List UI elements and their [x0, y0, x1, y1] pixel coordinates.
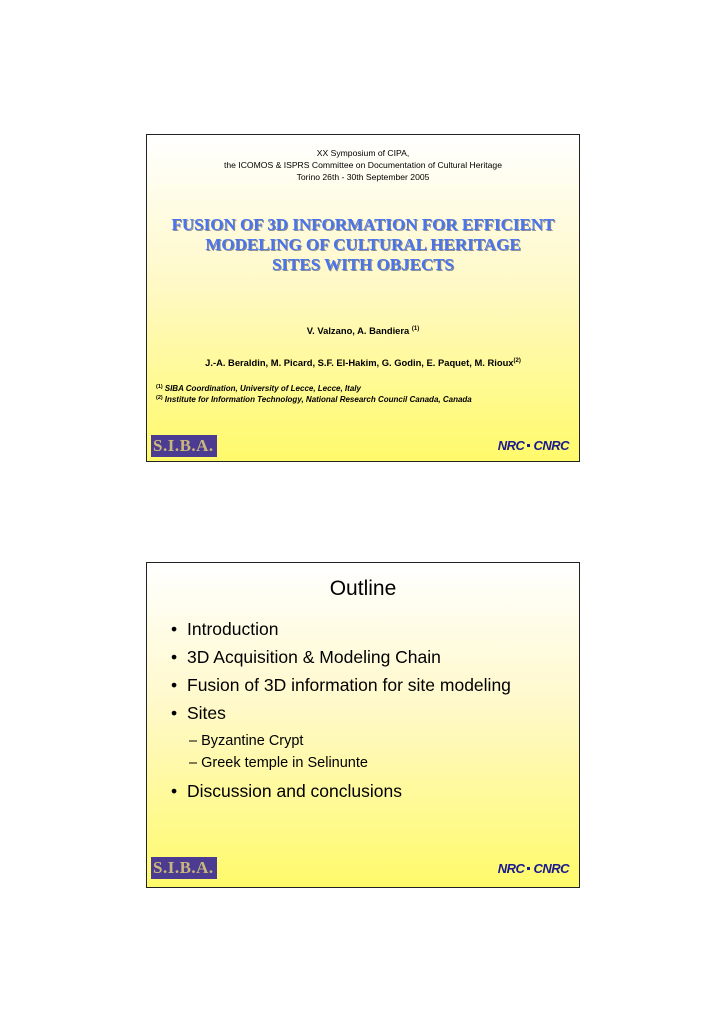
outline-slide [146, 562, 580, 888]
affiliation-2 [156, 393, 575, 405]
logo-separator-dot [527, 867, 530, 870]
bullet-marker: • [171, 675, 178, 695]
outline-item-label: 3D Acquisition & Modeling Chain [187, 647, 441, 667]
slide-title-line: FUSION OF 3D INFORMATION FOR EFFICIENT [171, 215, 555, 234]
outline-item-label: Discussion and conclusions [187, 781, 402, 801]
slide-title-line: SITES WITH OBJECTS [271, 255, 455, 274]
outline-item [171, 671, 569, 699]
outline-item [171, 777, 569, 805]
affiliation-marker: (1) [411, 326, 420, 332]
cnrc-logo-text: CNRC [533, 438, 569, 453]
conference-committee: the ICOMOS & ISPRS Committee on Documentation of Cultural Heritage [224, 160, 502, 170]
affiliation-marker: (2) [513, 358, 521, 364]
conference-dates: Torino 26th - 30th September 2005 [296, 172, 430, 182]
bullet-marker: • [171, 703, 178, 723]
title-slide [146, 134, 580, 462]
logo-separator-dot [527, 444, 530, 447]
siba-logo-text: S.I.B.A. [153, 858, 214, 877]
dash-marker: – [189, 755, 198, 771]
outline-subitems [171, 727, 569, 777]
outline-subitem-label: Greek temple in Selinunte [201, 755, 368, 771]
outline-list [171, 615, 569, 805]
author-names: V. Valzano, A. Bandiera [306, 325, 410, 336]
dash-marker: – [189, 733, 198, 749]
nrc-cnrc-logo [498, 438, 569, 453]
bullet-marker: • [171, 781, 178, 801]
nrc-logo-text: NRC [497, 438, 525, 453]
conference-name: XX Symposium of CIPA, [316, 148, 410, 158]
cnrc-logo-text: CNRC [533, 861, 569, 876]
siba-logo [151, 435, 217, 457]
affiliation-marker: (2) [156, 395, 163, 401]
nrc-logo-text: NRC [497, 861, 525, 876]
outline-item [171, 643, 569, 671]
authors-nrc [147, 357, 579, 368]
nrc-cnrc-logo [498, 861, 569, 876]
outline-title: Outline [329, 577, 397, 600]
affiliation-text: Institute for Information Technology, National Research Council Canada, Canada [164, 395, 472, 404]
affiliation-marker: (1) [156, 384, 163, 390]
authors-siba [147, 325, 579, 336]
outline-item-label: Introduction [187, 619, 279, 639]
siba-logo [151, 857, 217, 879]
outline-item-label: Sites [187, 703, 226, 723]
affiliation-text: SIBA Coordination, University of Lecce, Lecce, Italy [164, 384, 361, 393]
bullet-marker: • [171, 647, 178, 667]
outline-subitem-label: Byzantine Crypt [201, 733, 304, 749]
slide-title-line: MODELING OF CULTURAL HERITAGE [205, 235, 521, 254]
siba-logo-text: S.I.B.A. [153, 436, 214, 455]
author-names: J.-A. Beraldin, M. Picard, S.F. El-Hakim, G. Godin, E. Paquet, M. Rioux [205, 357, 514, 368]
slide-title [147, 215, 579, 275]
outline-item-label: Fusion of 3D information for site modeling [187, 675, 511, 695]
outline-item [171, 615, 569, 643]
outline-subitem [171, 752, 569, 774]
outline-item [171, 699, 569, 727]
outline-subitem [171, 730, 569, 752]
bullet-marker: • [171, 619, 178, 639]
